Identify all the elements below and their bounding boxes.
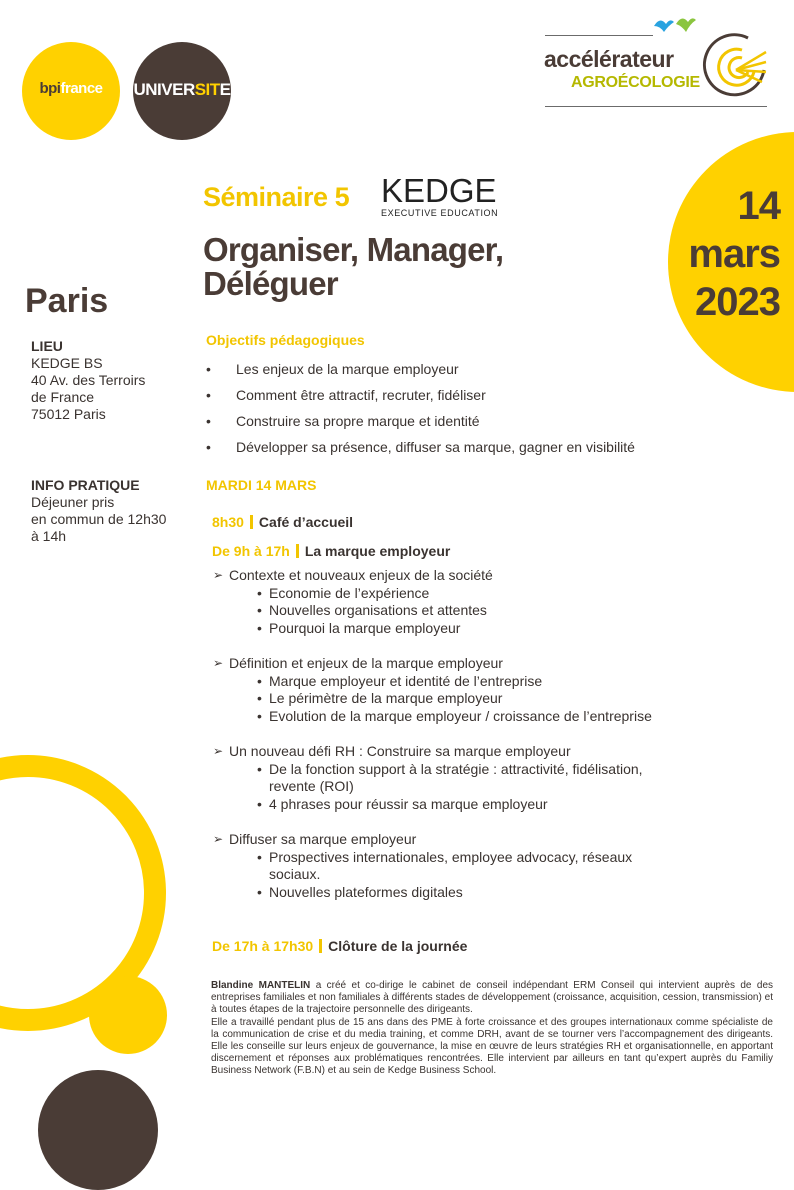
accelerateur-logo-title: accélérateur — [544, 46, 674, 72]
section-item: • Evolution de la marque employeur / croissance de l’entreprise — [257, 708, 683, 726]
schedule-slot — [212, 938, 467, 954]
program-section — [213, 743, 673, 813]
kedge-logo-sub: EXECUTIVE EDUCATION — [381, 208, 499, 218]
practical-info-line: Déjeuner pris — [31, 494, 115, 510]
objective-item: • Construire sa propre marque et identité — [206, 413, 766, 439]
page-title-line1: Organiser, Manager, — [203, 231, 504, 268]
date-month: mars — [688, 232, 780, 276]
page-title-line2: Déléguer — [203, 265, 338, 302]
bio-paragraph — [211, 980, 773, 1017]
accelerateur-logo-subtitle: AGROÉCOLOGIE — [571, 74, 700, 91]
slot-divider — [319, 939, 322, 953]
section-heading: ➢ Définition et enjeux de la marque employeur — [213, 655, 683, 673]
seminar-number: Séminaire 5 — [203, 182, 350, 212]
city-label: Paris — [25, 282, 109, 320]
kedge-logo-main: KEDGE — [381, 172, 497, 209]
section-item: • 4 phrases pour réussir sa marque employeur — [257, 796, 673, 814]
speaker-name: Blandine MANTELIN — [211, 980, 311, 991]
section-heading: ➢ Diffuser sa marque employeur — [213, 831, 673, 849]
section-list — [213, 761, 673, 814]
speaker-bio — [211, 980, 773, 1078]
practical-info-line: en commun de 12h30 — [31, 511, 167, 527]
date-year: 2023 — [695, 280, 780, 324]
event-date — [668, 182, 794, 326]
program-section — [213, 567, 683, 637]
section-item: • Nouvelles plateformes digitales — [257, 884, 673, 902]
venue-label: LIEU — [31, 338, 63, 354]
sun-swirl-icon — [702, 30, 768, 100]
section-item: • Le périmètre de la marque employeur — [257, 690, 683, 708]
section-item: • Marque employeur et identité de l’entreprise — [257, 673, 683, 691]
slot-time: 8h30 — [212, 514, 244, 530]
section-item: • De la fonction support à la stratégie : attractivité, fidélisation, revente (ROI) — [257, 761, 673, 796]
section-item: • Nouvelles organisations et attentes — [257, 602, 683, 620]
slot-divider — [250, 515, 253, 529]
venue-info — [31, 338, 145, 423]
slot-label: La marque employeur — [304, 543, 451, 559]
section-heading: ➢ Un nouveau défi RH : Construire sa marque employeur — [213, 743, 673, 761]
section-item: • Prospectives internationales, employee advocacy, réseaux sociaux. — [257, 849, 673, 884]
bio-paragraph: Elle a travaillé pendant plus de 15 ans dans des PME à forte croissance et des groupes internationaux comme spécialiste de la communication de crise et du media training, et comme DRH, avant de se tourner vers l’accompagnement des dirigeants. Elle les conseille sur leurs enjeux de gouvernance, la mise en œuvre de leurs stratégies RH et organisationnelle, en apportant discernement et réponses aux problématiques rencontrées. Elle intervient par ailleurs en tant qu’expert auprès du Familiy Business Network (F.B.N) et au sein de Kedge Business School. — [211, 1016, 773, 1077]
venue-line: KEDGE BS — [31, 355, 103, 371]
decorative-dot-brown — [38, 1070, 158, 1190]
section-heading: ➢ Contexte et nouveaux enjeux de la société — [213, 567, 683, 585]
page-title — [203, 233, 503, 301]
objective-item: • Les enjeux de la marque employeur — [206, 361, 766, 387]
venue-line: 40 Av. des Terroirs — [31, 372, 146, 388]
accelerateur-rule-bottom — [545, 106, 767, 107]
objectives-title: Objectifs pédagogiques — [206, 332, 365, 348]
program-section — [213, 831, 673, 901]
objectives-list — [206, 361, 766, 465]
section-list — [213, 673, 683, 726]
schedule-slot — [212, 514, 353, 530]
decorative-dot-yellow — [89, 976, 167, 1054]
program-day-title: MARDI 14 MARS — [206, 477, 317, 493]
slot-label: Clôture de la journée — [328, 938, 468, 954]
objective-item: • Comment être attractif, recruter, fidéliser — [206, 387, 766, 413]
venue-line: 75012 Paris — [31, 406, 106, 422]
practical-info-line: à 14h — [31, 528, 67, 544]
section-item: • Pourquoi la marque employeur — [257, 620, 683, 638]
accelerateur-rule-top — [545, 35, 653, 36]
bpifrance-logo: bpifrance — [39, 80, 103, 97]
schedule-slot — [212, 543, 450, 559]
practical-info-label: INFO PRATIQUE — [31, 477, 140, 493]
slot-time: De 17h à 17h30 — [212, 938, 314, 954]
program-section — [213, 655, 683, 725]
bio-text: a créé et co-dirige le cabinet de conseil indépendant ERM Conseil qui intervient auprès de des entreprises familiales et non familiales à différents stades de développement (croissance, acquisition, cession, transmission) et à toutes étapes de la trajectoire personnelle des dirigeants. — [211, 980, 773, 1016]
section-item: • Economie de l’expérience — [257, 585, 683, 603]
birds-icon — [650, 12, 698, 36]
practical-info — [31, 477, 166, 545]
slot-label: Café d’accueil — [258, 514, 354, 530]
slot-time: De 9h à 17h — [212, 543, 290, 559]
slot-divider — [296, 544, 299, 558]
date-day: 14 — [737, 184, 780, 228]
objective-item: • Développer sa présence, diffuser sa marque, gagner en visibilité — [206, 439, 766, 465]
kedge-logo — [381, 172, 505, 218]
universite-logo: UNIVERSITE — [133, 80, 231, 99]
section-list — [213, 585, 683, 638]
venue-line: de France — [31, 389, 95, 405]
section-list — [213, 849, 673, 902]
